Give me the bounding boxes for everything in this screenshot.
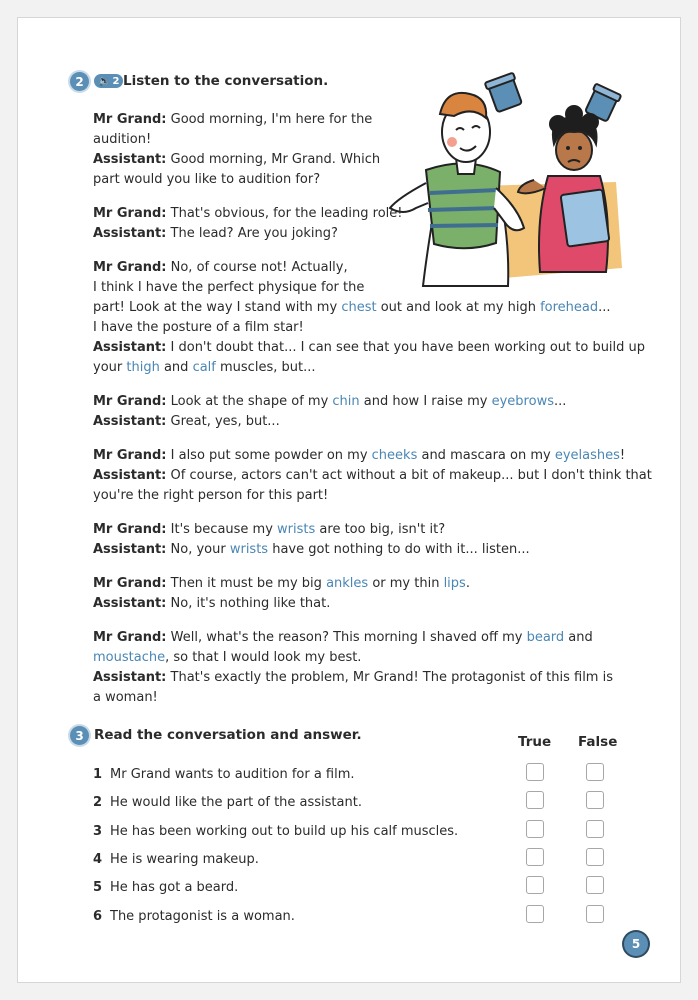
question-text: He would like the part of the assistant. <box>110 795 362 811</box>
false-checkbox[interactable] <box>586 791 604 809</box>
dialogue-text: or my thin <box>368 576 444 591</box>
body-part-word: lips <box>443 576 466 591</box>
dialogue-line <box>93 392 652 412</box>
dialogue-text: Look at the shape of my <box>166 394 333 409</box>
true-checkbox[interactable] <box>526 791 544 809</box>
dialogue-text: I have the posture of a film star! <box>93 320 304 335</box>
dialogue-text: I think I have the perfect physique for the <box>93 280 365 295</box>
exercise-2-number: 2 <box>70 72 89 91</box>
dialogue-text: . <box>465 576 470 591</box>
dialogue-text: Then it must be my big <box>166 576 327 591</box>
dialogue-text: Good morning, Mr Grand. Which <box>166 152 381 167</box>
speaker-name: Assistant: <box>93 542 167 557</box>
question-text: He has got a beard. <box>110 880 239 896</box>
dialogue-line <box>93 204 652 224</box>
dialogue-text: Good morning, I'm here for the <box>166 112 373 127</box>
speaker-name: Assistant: <box>93 340 167 355</box>
dialogue-line <box>93 486 652 506</box>
body-part-word: chin <box>332 394 360 409</box>
audio-track-badge[interactable] <box>94 74 123 88</box>
dialogue-text: Great, yes, but... <box>166 414 280 429</box>
dialogue-text: and <box>159 360 193 375</box>
body-part-word: cheeks <box>371 448 418 463</box>
speaker-name: Assistant: <box>93 152 167 167</box>
true-checkbox[interactable] <box>526 876 544 894</box>
dialogue-line <box>93 130 652 150</box>
dialogue-text: That's obvious, for the leading role! <box>166 206 403 221</box>
speaker-name: Mr Grand: <box>93 112 167 127</box>
speaker-icon: 🔈 <box>98 75 111 87</box>
dialogue-text: part! Look at the way I stand with my <box>93 300 342 315</box>
dialogue-text: No, it's nothing like that. <box>166 596 331 611</box>
dialogue-text: Well, what's the reason? This morning I shaved off my <box>166 630 527 645</box>
dialogue-text: The lead? Are you joking? <box>166 226 338 241</box>
body-part-word: eyelashes <box>554 448 620 463</box>
dialogue-line <box>93 520 652 540</box>
body-part-word: thigh <box>126 360 160 375</box>
question-row <box>93 909 295 924</box>
question-text: The protagonist is a woman. <box>110 908 295 924</box>
dialogue-line <box>93 466 652 486</box>
dialogue-line <box>93 298 652 318</box>
dialogue-block <box>93 574 652 614</box>
exercise-3-title: Read the conversation and answer. <box>94 727 362 743</box>
dialogue-text: out and look at my high <box>376 300 541 315</box>
conversation <box>93 110 652 708</box>
dialogue-line <box>93 150 652 170</box>
audio-track-number: 2 <box>112 75 120 87</box>
dialogue-line <box>93 278 652 298</box>
false-checkbox[interactable] <box>586 848 604 866</box>
dialogue-line <box>93 446 652 466</box>
dialogue-block <box>93 392 652 432</box>
dialogue-text: No, your <box>166 542 230 557</box>
workbook-page <box>17 17 681 983</box>
dialogue-line <box>93 338 652 358</box>
exercise-3-number: 3 <box>70 726 89 745</box>
speaker-name: Mr Grand: <box>93 260 167 275</box>
dialogue-text: No, of course not! Actually, <box>166 260 348 275</box>
true-checkbox[interactable] <box>526 820 544 838</box>
question-number: 2 <box>93 795 103 811</box>
dialogue-text: I also put some powder on my <box>166 448 372 463</box>
dialogue-text: are too big, isn't it? <box>315 522 446 537</box>
false-checkbox[interactable] <box>586 763 604 781</box>
body-part-word: ankles <box>326 576 369 591</box>
false-column-header: False <box>578 734 618 750</box>
body-part-word: chest <box>341 300 377 315</box>
dialogue-line <box>93 170 652 190</box>
dialogue-line <box>93 668 652 688</box>
question-text: He has been working out to build up his calf muscles. <box>110 823 459 839</box>
dialogue-text: have got nothing to do with it... listen... <box>268 542 530 557</box>
page-number: 5 <box>624 932 648 956</box>
true-column-header: True <box>518 734 552 750</box>
body-part-word: wrists <box>277 522 316 537</box>
speaker-name: Assistant: <box>93 670 167 685</box>
dialogue-text: and <box>564 630 593 645</box>
dialogue-text: muscles, but... <box>215 360 316 375</box>
true-checkbox[interactable] <box>526 763 544 781</box>
question-text: Mr Grand wants to audition for a film. <box>110 767 355 782</box>
dialogue-line <box>93 594 652 614</box>
dialogue-line <box>93 688 652 708</box>
dialogue-text: ... <box>598 300 611 315</box>
dialogue-block <box>93 628 652 708</box>
dialogue-line <box>93 318 652 338</box>
question-number: 1 <box>93 767 103 782</box>
dialogue-block <box>93 110 652 190</box>
speaker-name: Assistant: <box>93 414 167 429</box>
dialogue-line <box>93 574 652 594</box>
dialogue-text: I don't doubt that... I can see that you have been working out to build up <box>166 340 646 355</box>
question-number: 6 <box>93 908 103 924</box>
body-part-word: wrists <box>229 542 269 557</box>
dialogue-text: and mascara on my <box>417 448 555 463</box>
body-part-word: moustache <box>93 650 166 665</box>
dialogue-block <box>93 520 652 560</box>
speaker-name: Mr Grand: <box>93 394 167 409</box>
false-checkbox[interactable] <box>586 905 604 923</box>
false-checkbox[interactable] <box>586 876 604 894</box>
dialogue-line <box>93 224 652 244</box>
dialogue-text: It's because my <box>166 522 278 537</box>
dialogue-text: That's exactly the problem, Mr Grand! The protagonist of this film is <box>166 670 613 685</box>
question-row <box>93 795 362 810</box>
dialogue-text: part would you like to audition for? <box>93 172 321 187</box>
true-checkbox[interactable] <box>526 848 544 866</box>
body-part-word: beard <box>526 630 565 645</box>
body-part-word: calf <box>192 360 216 375</box>
speaker-name: Assistant: <box>93 468 167 483</box>
question-row <box>93 824 458 839</box>
speaker-name: Mr Grand: <box>93 206 167 221</box>
speaker-name: Mr Grand: <box>93 448 167 463</box>
dialogue-line <box>93 540 652 560</box>
speaker-name: Mr Grand: <box>93 576 167 591</box>
dialogue-text: ... <box>553 394 567 409</box>
speaker-name: Mr Grand: <box>93 522 167 537</box>
question-row <box>93 880 238 895</box>
dialogue-line <box>93 628 652 648</box>
dialogue-text: , so that I would look my best. <box>165 650 362 665</box>
speaker-name: Mr Grand: <box>93 630 167 645</box>
dialogue-text: your <box>93 360 127 375</box>
exercise-2-title: Listen to the conversation. <box>123 73 329 89</box>
dialogue-line <box>93 412 652 432</box>
dialogue-blocks <box>93 110 652 708</box>
question-number: 4 <box>93 851 103 867</box>
question-number: 3 <box>93 823 103 839</box>
body-part-word: forehead <box>540 300 599 315</box>
true-checkbox[interactable] <box>526 905 544 923</box>
speaker-name: Assistant: <box>93 226 167 241</box>
question-row <box>93 767 355 782</box>
dialogue-block <box>93 204 652 244</box>
dialogue-line <box>93 110 652 130</box>
dialogue-block <box>93 446 652 506</box>
dialogue-text: ! <box>619 448 626 463</box>
dialogue-text: audition! <box>93 132 152 147</box>
dialogue-text: a woman! <box>93 690 158 705</box>
dialogue-text: Of course, actors can't act without a bit of makeup... but I don't think that <box>166 468 652 483</box>
dialogue-line <box>93 648 652 668</box>
question-text: He is wearing makeup. <box>110 851 259 867</box>
dialogue-text: you're the right person for this part! <box>93 488 329 503</box>
dialogue-line <box>93 358 652 378</box>
body-part-word: eyebrows <box>491 394 554 409</box>
question-row <box>93 852 259 867</box>
question-number: 5 <box>93 880 103 896</box>
false-checkbox[interactable] <box>586 820 604 838</box>
speaker-name: Assistant: <box>93 596 167 611</box>
dialogue-block <box>93 258 652 378</box>
dialogue-text: and how I raise my <box>359 394 492 409</box>
dialogue-line <box>93 258 652 278</box>
